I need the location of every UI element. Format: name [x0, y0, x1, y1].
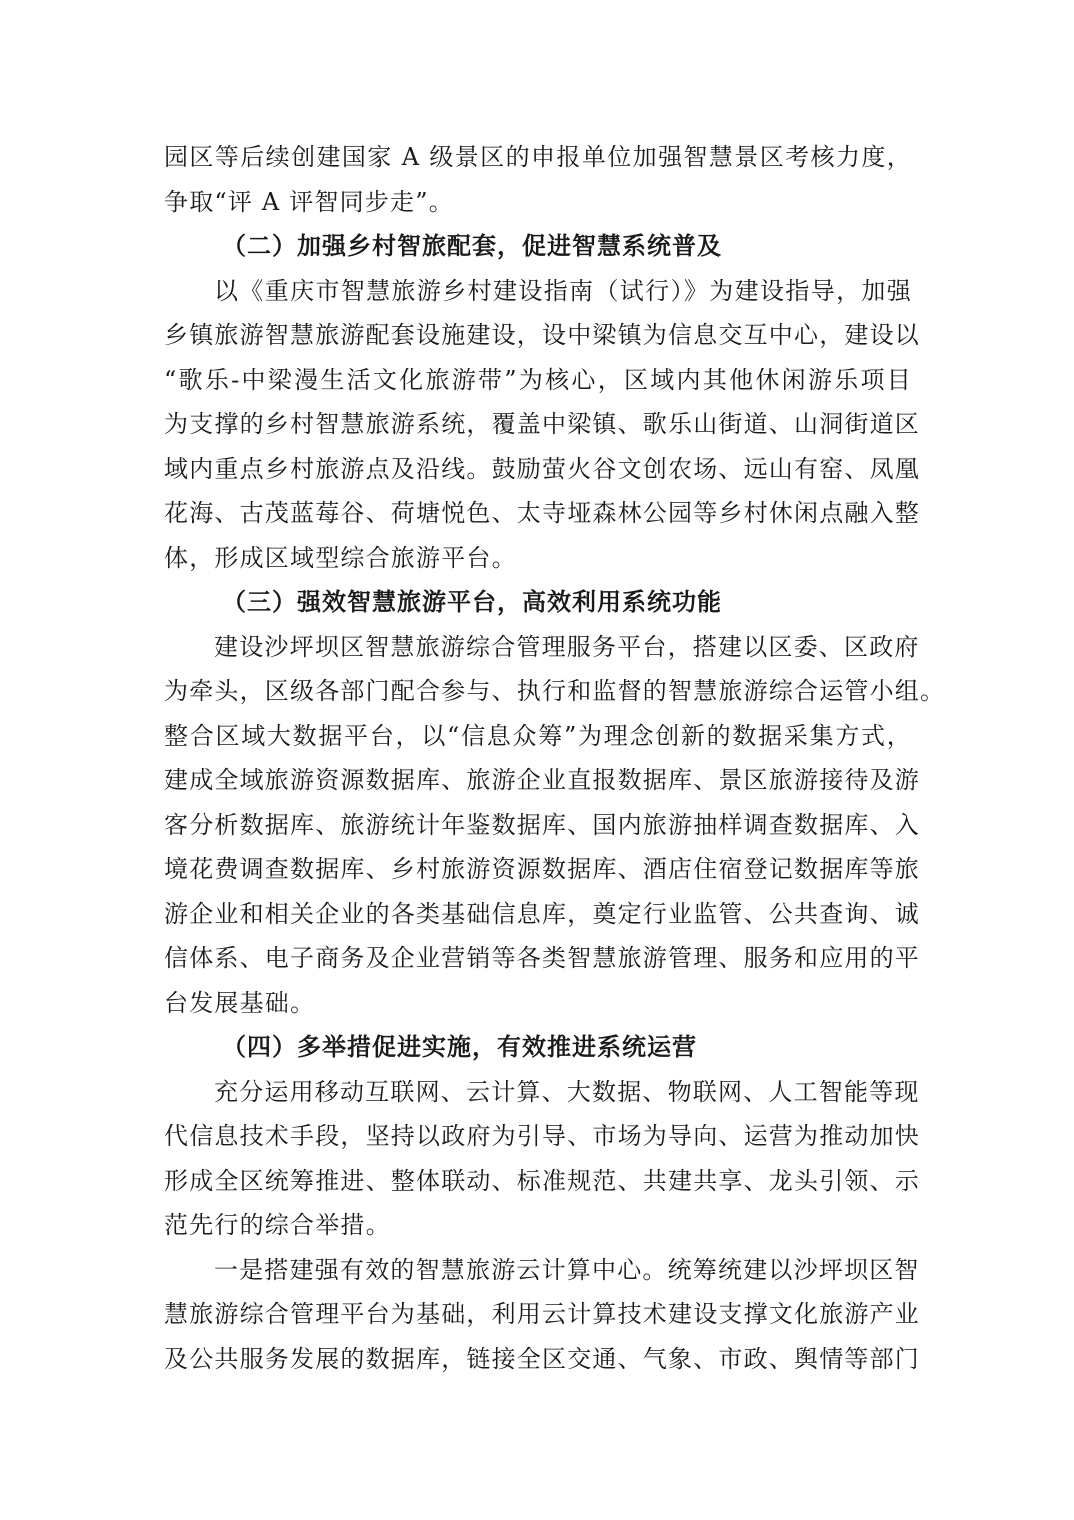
paragraph-line: 建成全域旅游资源数据库、旅游企业直报数据库、景区旅游接待及游 — [164, 766, 920, 794]
section-heading-4: （四）多举措促进实施，有效推进系统运营 — [222, 1032, 697, 1061]
paragraph-line: 代信息技术手段，坚持以政府为引导、市场为导向、运营为推动加快 — [164, 1122, 920, 1150]
paragraph-line: 游企业和相关企业的各类基础信息库，奠定行业监管、公共查询、诚 — [164, 899, 920, 928]
paragraph-line: 客分析数据库、旅游统计年鉴数据库、国内旅游抽样调查数据库、入 — [164, 810, 920, 839]
paragraph-line: 为支撑的乡村智慧旅游系统，覆盖中梁镇、歌乐山街道、山洞街道区 — [164, 410, 920, 438]
paragraph-line: 建设沙坪坝区智慧旅游综合管理服务平台，搭建以区委、区政府 — [214, 632, 920, 661]
section-heading-2: （二）加强乡村智旅配套，促进智慧系统普及 — [222, 231, 722, 260]
paragraph-line: 为牵头，区级各部门配合参与、执行和监督的智慧旅游综合运管小组。 — [164, 677, 946, 705]
document-body — [164, 135, 946, 1381]
paragraph-line: 以《重庆市智慧旅游乡村建设指南（试行）》为建设指导，加强 — [214, 276, 912, 305]
paragraph-line: 域内重点乡村旅游点及沿线。鼓励萤火谷文创农场、远山有窑、凤凰 — [164, 454, 920, 483]
paragraph-line: 慧旅游综合管理平台为基础，利用云计算技术建设支撑文化旅游产业 — [164, 1300, 920, 1328]
section-heading-3: （三）强效智慧旅游平台，高效利用系统功能 — [222, 587, 722, 616]
paragraph-line: 争取“评 A 评智同步走”。 — [164, 187, 454, 216]
paragraph-line: 境花费调查数据库、乡村旅游资源数据库、酒店住宿登记数据库等旅 — [164, 855, 920, 883]
paragraph-line: “歌乐-中梁漫生活文化旅游带”为核心，区域内其他休闲游乐项目 — [164, 365, 912, 394]
paragraph-line: 花海、古茂蓝莓谷、荷塘悦色、太寺垭森林公园等乡村休闲点融入整 — [164, 499, 920, 527]
paragraph-line: 园区等后续创建国家 A 级景区的申报单位加强智慧景区考核力度， — [164, 143, 912, 171]
paragraph-line: 台发展基础。 — [164, 988, 316, 1017]
paragraph-line: 信体系、电子商务及企业营销等各类智慧旅游管理、服务和应用的平 — [164, 944, 920, 972]
paragraph-line: 范先行的综合举措。 — [164, 1211, 391, 1239]
paragraph-line: 及公共服务发展的数据库，链接全区交通、气象、市政、舆情等部门 — [164, 1344, 920, 1373]
paragraph-line: 乡镇旅游智慧旅游配套设施建设，设中梁镇为信息交互中心，建设以 — [164, 321, 920, 349]
paragraph-line: 整合区域大数据平台，以“信息众筹”为理念创新的数据采集方式， — [164, 721, 912, 750]
paragraph-line: 形成全区统筹推进、整体联动、标准规范、共建共享、龙头引领、示 — [164, 1166, 920, 1195]
paragraph-line: 充分运用移动互联网、云计算、大数据、物联网、人工智能等现 — [214, 1077, 920, 1106]
paragraph-line: 体，形成区域型综合旅游平台。 — [164, 543, 517, 572]
paragraph-line: 一是搭建强有效的智慧旅游云计算中心。统筹统建以沙坪坝区智 — [214, 1255, 920, 1284]
